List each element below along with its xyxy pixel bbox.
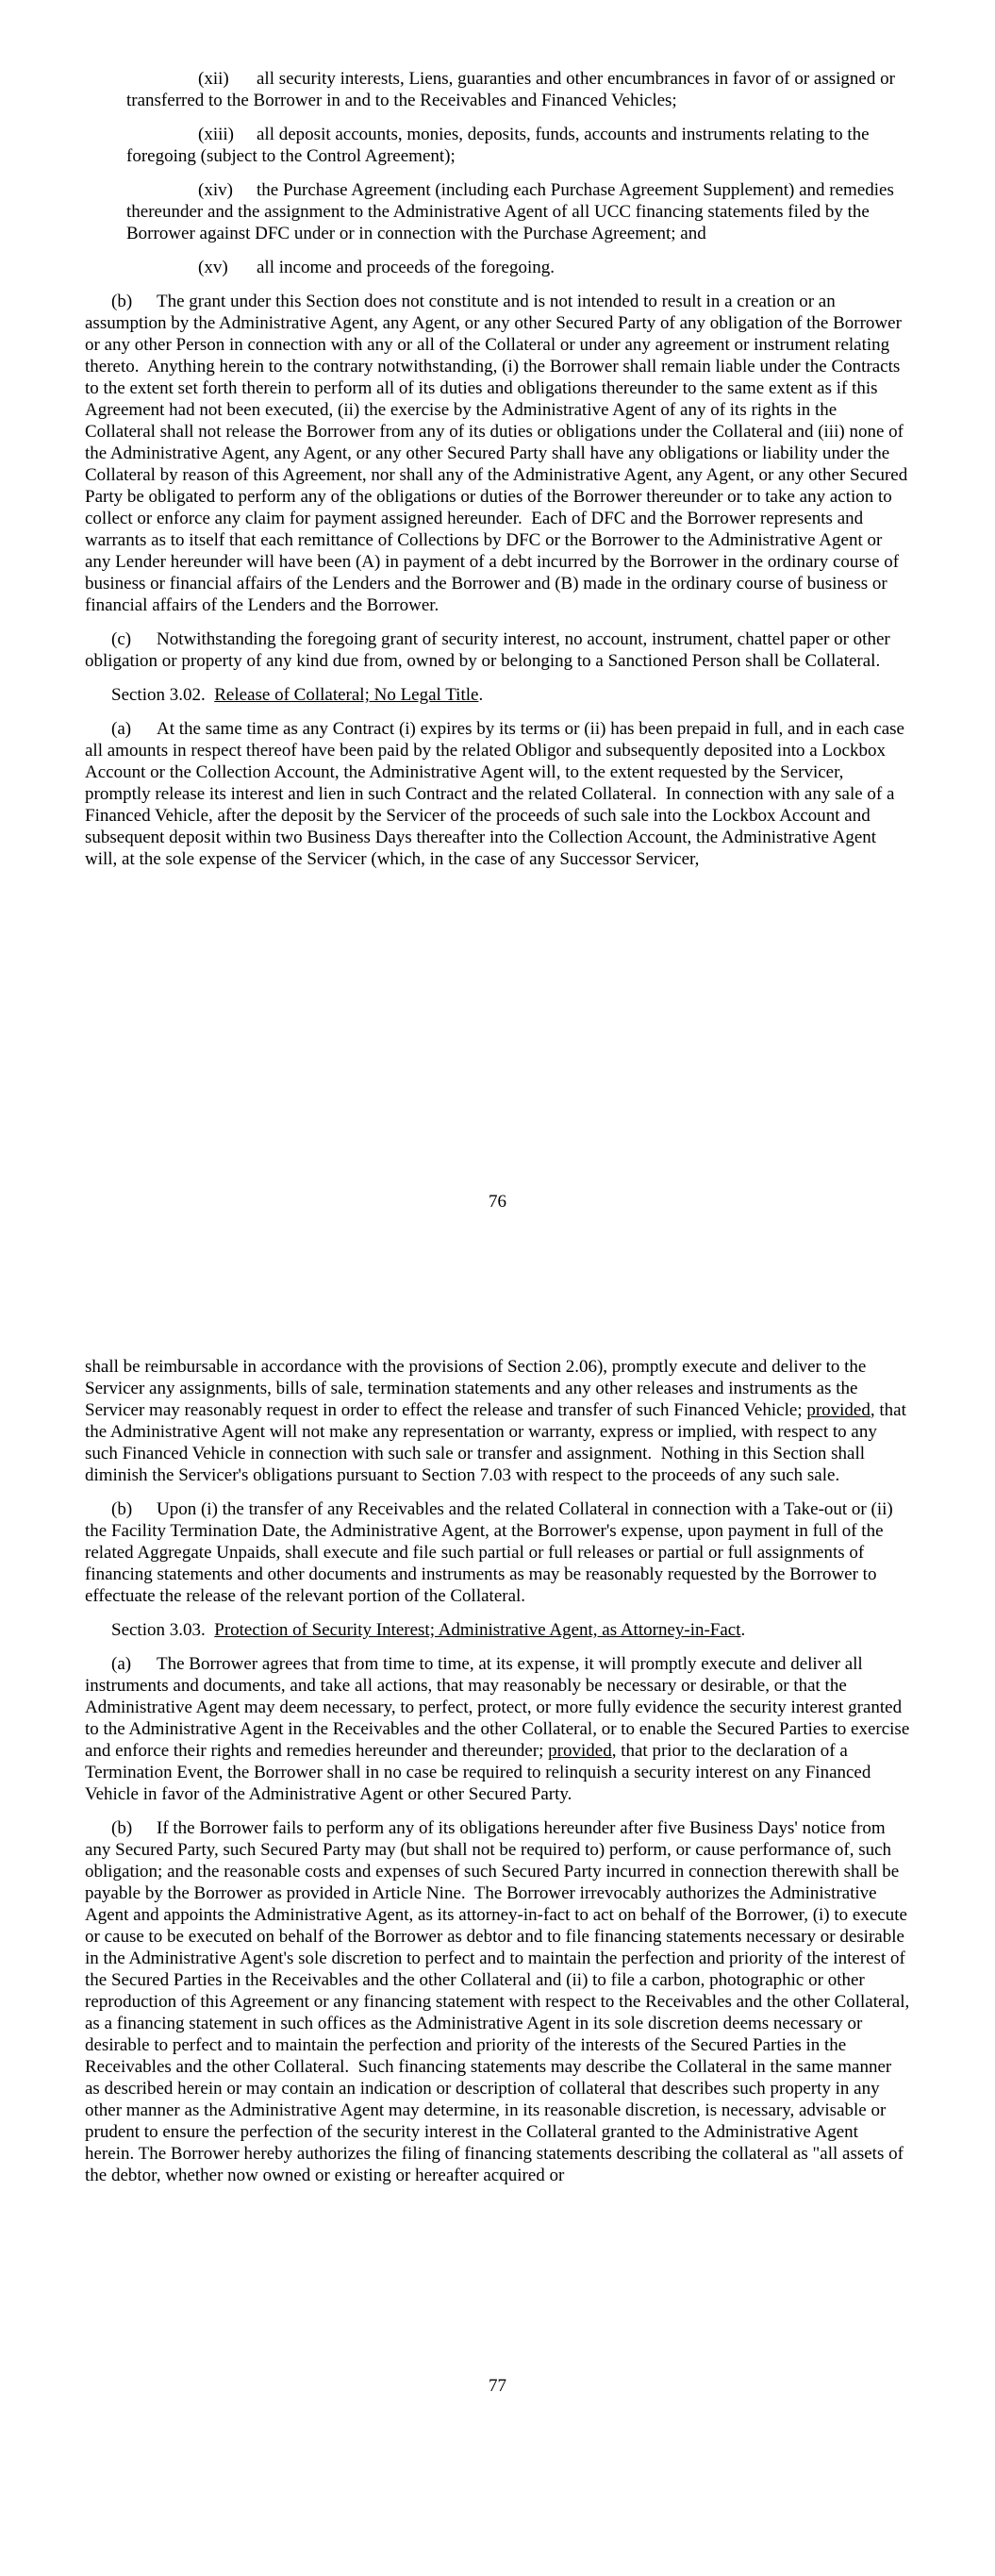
paragraph-label: (b) xyxy=(111,1499,133,1519)
paragraph xyxy=(85,291,910,616)
paragraph xyxy=(126,68,910,111)
text-run: . xyxy=(478,685,484,705)
page-number: 77 xyxy=(489,2376,506,2396)
text-run: Section 3.03. xyxy=(111,1620,215,1640)
text-run: Section 3.02. xyxy=(111,685,215,705)
text-run: The Borrower agrees that from time to time, at its expense, it will promptly execute and deliver all instruments and documents, and take all actions, that may reasonably be necessary or desirable, or that the Administrative Agent may deem necessary, to perfect, protect, or more fully evidence the security interest granted to the Administrative Agent in the Receivables and the other Collateral, or to enable the Secured Parties to exercise and enforce their rights and remedies hereunder and thereunder; xyxy=(85,1654,910,1761)
text-run: . xyxy=(740,1620,746,1640)
text-run: The grant under this Section does not constitute and is not intended to result in a creation or an assumption by the Administrative Agent, any Agent, or any other Secured Party of any obligation of the Borrower or any other Person in connection with any or all of the Collateral or under any agreement or instrument relating thereto. Anything herein to the contrary notwithstanding, (i) the Borrower shall remain liable under the Contracts to the extent set forth therein to perform all of its duties and obligations thereunder to the same extent as if this Agreement had not been executed, (ii) the exercise by the Administrative Agent of any of its rights in the Collateral shall not release the Borrower from any of its duties or obligations under the Collateral and (iii) none of the Administrative Agent, any Agent, or any other Secured Party shall have any obligations or liability under the Collateral by reason of this Agreement, nor shall any of the Administrative Agent, any Agent, or any other Secured Party be obligated to perform any of the obligations or duties of the Borrower thereunder or to take any action to collect or enforce any claim for payment assigned hereunder. Each of DFC and the Borrower represents and warrants as to itself that each remittance of Collections by DFC or the Borrower to the Administrative Agent or any Lender hereunder will have been (A) in payment of a debt incurred by the Borrower in the ordinary course of business or financial affairs of the Lenders and the Borrower and (B) made in the ordinary course of business or financial affairs of the Lenders and the Borrower. xyxy=(85,292,908,615)
text-run: Notwithstanding the foregoing grant of security interest, no account, instrument, chattel paper or other obligation or property of any kind due from, owned by or belonging to a Sanctioned Person shall be Collateral. xyxy=(85,629,890,671)
paragraph xyxy=(85,1356,910,1486)
paragraph xyxy=(85,1817,910,2186)
paragraph-label: (c) xyxy=(111,629,132,649)
paragraph-label: (xii) xyxy=(198,69,229,89)
text-run: all security interests, Liens, guaranties and other encumbrances in favor of or assigned or transferred to the Borrower in and to the Receivables and Financed Vehicles; xyxy=(126,69,895,110)
section-heading xyxy=(85,684,910,706)
underlined-text: provided xyxy=(548,1741,612,1761)
page-content xyxy=(85,1356,910,2186)
page-number: 76 xyxy=(489,1192,506,1212)
page-content xyxy=(85,68,910,870)
text-run: all deposit accounts, monies, deposits, funds, accounts and instruments relating to the foregoing (subject to the Control Agreement); xyxy=(126,125,870,166)
text-run: shall be reimbursable in accordance with the provisions of Section 2.06), promptly execute and deliver to the Servicer any assignments, bills of sale, termination statements and any other releases and instruments as the Servicer may reasonably request in order to effect the release and transfer of such Financed Vehicle; xyxy=(85,1357,867,1420)
text-run: If the Borrower fails to perform any of its obligations hereunder after five Business Days' notice from any Secured Party, such Secured Party may (but shall not be required to) perform, or cause performance of, such obligation; and the reasonable costs and expenses of such Secured Party incurred in connection therewith shall be payable by the Borrower as provided in Article Nine. The Borrower irrevocably authorizes the Administrative Agent and appoints the Administrative Agent, as its attorney-in-fact to act on behalf of the Borrower, (i) to execute or cause to be executed on behalf of the Borrower as debtor and to file financing statements necessary or desirable in the Administrative Agent's sole discretion to perfect and to maintain the perfection and priority of the interest of the Secured Parties in the Receivables and the other Collateral and (ii) to file a carbon, photographic or other reproduction of this Agreement or any financing statement with respect to the Receivables and the other Collateral, as a financing statement in such offices as the Administrative Agent in its sole discretion deems necessary or desirable to perfect and to maintain the perfection and priority of the interests of the Secured Parties in the Receivables and the other Collateral. Such financing statements may describe the Collateral in the same manner as described herein or may contain an indication or description of collateral that describes such property in any other manner as the Administrative Agent may determine, in its reasonable discretion, is necessary, advisable or prudent to ensure the perfection of the security interest in the Collateral granted to the Administrative Agent herein. The Borrower hereby authorizes the filing of financing statements describing the collateral as "all assets of the debtor, whether now owned or existing or hereafter acquired or xyxy=(85,1818,910,2185)
paragraph xyxy=(126,124,910,167)
paragraph xyxy=(85,718,910,870)
underlined-text: Protection of Security Interest; Administrative Agent, as Attorney-in-Fact xyxy=(214,1620,741,1640)
underlined-text: provided xyxy=(806,1400,871,1420)
paragraph xyxy=(126,179,910,244)
paragraph-label: (xiv) xyxy=(198,180,233,200)
text-run: Upon (i) the transfer of any Receivables and the related Collateral in connection with a Take-out or (ii) the Facility Termination Date, the Administrative Agent, at the Borrower's expense, upon payment in full of the related Aggregate Unpaids, shall execute and file such partial or full releases or partial or full assignments of financing statements and other documents and instruments as may be reasonably requested by the Borrower to effectuate the release of the relevant portion of the Collateral. xyxy=(85,1499,893,1606)
paragraph-label: (xv) xyxy=(198,258,228,277)
section-heading xyxy=(85,1619,910,1641)
underlined-text: Release of Collateral; No Legal Title xyxy=(214,685,479,705)
paragraph-label: (a) xyxy=(111,719,132,739)
page-77 xyxy=(0,1288,995,2576)
text-run: At the same time as any Contract (i) expires by its terms or (ii) has been prepaid in full, and in each case all amounts in respect thereof have been paid by the related Obligor and subsequently deposited into a Lockbox Account or the Collection Account, the Administrative Agent will, to the extent requested by the Servicer, promptly release its interest and lien in such Contract and the related Collateral. In connection with any sale of a Financed Vehicle, after the deposit by the Servicer of the proceeds of such sale into the Lockbox Account and subsequent deposit within two Business Days thereafter into the Collection Account, the Administrative Agent will, at the sole expense of the Servicer (which, in the case of any Successor Servicer, xyxy=(85,719,904,869)
paragraph xyxy=(85,1498,910,1607)
paragraph-label: (b) xyxy=(111,1818,133,1838)
paragraph-label: (b) xyxy=(111,292,133,311)
text-run: , that prior to the declaration of a Termination Event, the Borrower shall in no case be required to relinquish a security interest on any Financed Vehicle in favor of the Administrative Agent or other Secured Party. xyxy=(85,1741,871,1804)
paragraph xyxy=(85,628,910,672)
text-run: the Purchase Agreement (including each Purchase Agreement Supplement) and remedies thereunder and the assignment to the Administrative Agent of all UCC financing statements filed by the Borrower against DFC under or in connection with the Purchase Agreement; and xyxy=(126,180,894,243)
paragraph-label: (a) xyxy=(111,1654,132,1674)
text-run: all income and proceeds of the foregoing. xyxy=(257,258,556,277)
text-run: , that the Administrative Agent will not make any representation or warranty, express or implied, with respect to any such Financed Vehicle in connection with such sale or transfer and assignment. Nothing in this Section shall diminish the Servicer's obligations pursuant to Section 7.03 with respect to the proceeds of any such sale. xyxy=(85,1400,906,1485)
paragraph-label: (xiii) xyxy=(198,125,234,144)
paragraph xyxy=(85,1653,910,1805)
paragraph xyxy=(126,257,910,278)
